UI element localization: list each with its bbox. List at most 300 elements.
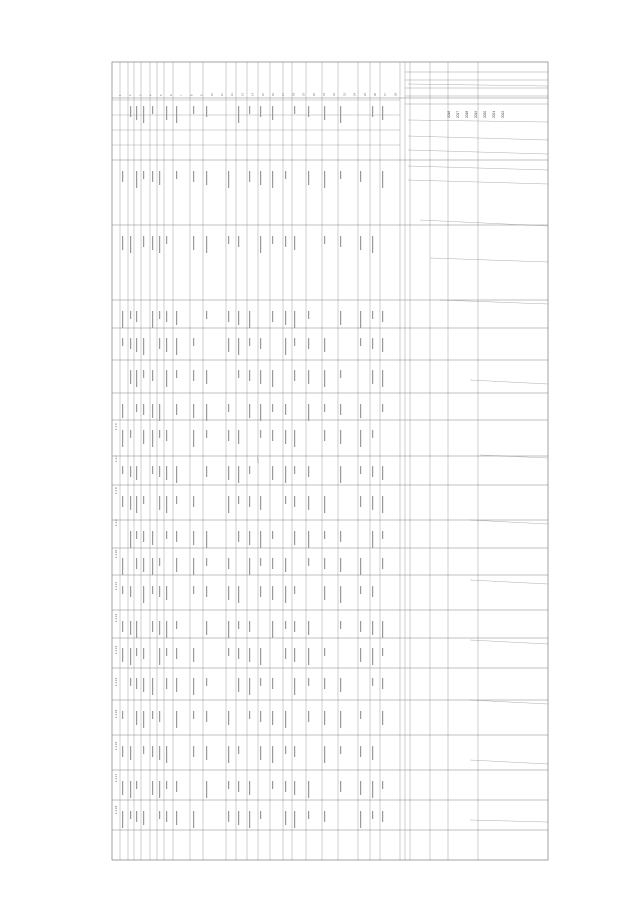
- cell-text-mark: [272, 106, 273, 120]
- cell-text-mark: [360, 311, 361, 328]
- cell-text-mark: [272, 621, 273, 638]
- cell-text-mark: [260, 746, 261, 760]
- cell-text-mark: [360, 558, 361, 575]
- year-header-label: 2016: [447, 110, 451, 118]
- cell-text-mark: [308, 711, 309, 722]
- cell-text-mark: [122, 236, 123, 250]
- cell-text-mark: [260, 404, 261, 421]
- cell-text-mark: [130, 586, 131, 597]
- cell-text-mark: [122, 171, 123, 182]
- column-index-label: 1: [119, 94, 122, 96]
- cell-text-mark: [249, 558, 250, 575]
- cell-text-mark: [130, 466, 131, 477]
- cell-text-mark: [130, 236, 131, 253]
- cell-text-mark: [294, 106, 295, 114]
- scan-streak: [430, 258, 548, 262]
- cell-text-mark: [206, 586, 207, 597]
- scan-streak: [470, 640, 548, 644]
- cell-text-mark: [272, 404, 273, 412]
- year-header-label: 2022: [501, 110, 505, 118]
- column-index-label: 13: [241, 93, 245, 96]
- cell-text-mark: [130, 781, 131, 798]
- cell-text-mark: [143, 711, 144, 728]
- cell-text-mark: [143, 106, 144, 123]
- cell-text-mark: [360, 811, 361, 828]
- cell-text-mark: [206, 466, 207, 477]
- cell-text-mark: [159, 558, 160, 566]
- cell-text-mark: [340, 106, 341, 123]
- cell-text-mark: [206, 171, 207, 185]
- cell-text-mark: [238, 311, 239, 325]
- cell-text-mark: [152, 236, 153, 250]
- cell-text-mark: [238, 466, 239, 483]
- cell-text-mark: [285, 404, 286, 415]
- cell-text-mark: [152, 171, 153, 182]
- cell-text-mark: [152, 558, 153, 575]
- cell-text-mark: [382, 404, 383, 412]
- cell-text-mark: [193, 430, 194, 447]
- cell-text-mark: [238, 370, 239, 378]
- cell-text-mark: [152, 586, 153, 594]
- cell-text-mark: [228, 746, 229, 763]
- cell-text-mark: [143, 236, 144, 247]
- column-index-label: 10: [210, 93, 214, 96]
- year-header-label: 2019: [474, 110, 478, 118]
- cell-text-mark: [340, 236, 341, 247]
- cell-text-mark: [238, 236, 239, 247]
- cell-text-mark: [136, 338, 137, 352]
- cell-text-mark: [294, 678, 295, 695]
- cell-text-mark: [324, 678, 325, 689]
- cell-text-mark: [176, 781, 177, 792]
- cell-text-mark: [324, 746, 325, 763]
- cell-text-mark: [152, 531, 153, 545]
- cell-text-mark: [143, 811, 144, 825]
- cell-text-mark: [159, 311, 160, 319]
- cell-text-mark: [136, 496, 137, 513]
- cell-text-mark: [122, 781, 123, 795]
- cell-text-mark: [193, 558, 194, 575]
- column-index-label: 8: [190, 94, 194, 96]
- cell-text-mark: [324, 811, 325, 822]
- cell-text-mark: [166, 466, 167, 480]
- cell-text-mark: [206, 311, 207, 319]
- cell-text-mark: [176, 338, 177, 355]
- cell-text-mark: [294, 586, 295, 594]
- cell-text-mark: [166, 746, 167, 763]
- cell-text-mark: [249, 106, 250, 114]
- cell-text-mark: [249, 531, 250, 545]
- cell-text-mark: [228, 781, 229, 789]
- cell-text-mark: [143, 531, 144, 542]
- cell-text-mark: [340, 404, 341, 415]
- cell-text-mark: [249, 496, 250, 507]
- cell-text-mark: [308, 621, 309, 635]
- cell-text-mark: [228, 558, 229, 569]
- cell-text-mark: [136, 558, 137, 569]
- cell-text-mark: [238, 746, 239, 754]
- cell-text-mark: [294, 781, 295, 795]
- cell-text-mark: [228, 430, 229, 441]
- cell-text-mark: [136, 781, 137, 789]
- cell-text-mark: [308, 106, 309, 117]
- column-index-label: 7: [180, 94, 184, 96]
- cell-text-mark: [382, 648, 383, 656]
- column-index-label: 28: [394, 93, 398, 96]
- cell-text-mark: [159, 466, 160, 477]
- cell-text-mark: [130, 648, 131, 665]
- cell-text-mark: [166, 370, 167, 387]
- cell-text-mark: [159, 496, 160, 510]
- cell-text-mark: [159, 338, 160, 349]
- cell-text-mark: [176, 370, 177, 378]
- cell-text-mark: [249, 466, 250, 474]
- cell-text-mark: [143, 171, 144, 179]
- column-index-label: 18: [292, 93, 296, 96]
- cell-text-mark: [176, 171, 177, 179]
- cell-text-mark: [249, 621, 250, 632]
- column-index-label: 3: [139, 94, 143, 96]
- cell-text-mark: [228, 311, 229, 322]
- cell-text-mark: [193, 586, 194, 594]
- cell-text-mark: [193, 338, 194, 346]
- cell-text-mark: [122, 746, 123, 757]
- cell-text-mark: [360, 404, 361, 418]
- cell-text-mark: [130, 338, 131, 349]
- cell-text-mark: [130, 746, 131, 760]
- cell-text-mark: [249, 648, 250, 662]
- cell-text-mark: [382, 106, 383, 120]
- cell-text-mark: [372, 781, 373, 798]
- cell-text-mark: [294, 621, 295, 632]
- cell-text-mark: [294, 311, 295, 328]
- cell-text-mark: [166, 678, 167, 689]
- cell-text-mark: [308, 781, 309, 798]
- cell-text-mark: [382, 496, 383, 513]
- cell-text-mark: [206, 404, 207, 421]
- scan-streak: [470, 380, 548, 384]
- cell-text-mark: [249, 404, 250, 418]
- cell-text-mark: [152, 106, 153, 114]
- cell-text-mark: [324, 430, 325, 441]
- cell-text-mark: [260, 430, 261, 438]
- cell-text-mark: [382, 711, 383, 725]
- cell-text-mark: [260, 338, 261, 349]
- cell-text-mark: [228, 648, 229, 656]
- cell-text-mark: [272, 586, 273, 600]
- cell-text-mark: [206, 746, 207, 760]
- cell-text-mark: [324, 236, 325, 244]
- column-index-label: 26: [374, 93, 377, 96]
- cell-text-mark: [143, 496, 144, 504]
- cell-text-mark: [360, 711, 361, 719]
- cell-text-mark: [372, 311, 373, 319]
- cell-text-mark: [166, 311, 167, 322]
- scan-streak: [470, 580, 548, 584]
- cell-text-mark: [360, 781, 361, 795]
- cell-text-mark: [136, 404, 137, 412]
- cell-text-mark: [372, 496, 373, 510]
- table-frame: [112, 62, 548, 860]
- cell-text-mark: [238, 781, 239, 792]
- cell-text-mark: [166, 781, 167, 789]
- cell-text-mark: [122, 466, 123, 474]
- cell-text-mark: [176, 621, 177, 629]
- cell-text-mark: [249, 171, 250, 182]
- cell-text-mark: [294, 466, 295, 474]
- cell-text-mark: [130, 811, 131, 819]
- cell-text-mark: [206, 781, 207, 798]
- column-index-label: 11: [221, 93, 224, 96]
- cell-text-mark: [249, 370, 250, 381]
- cell-text-mark: [372, 648, 373, 665]
- column-index-label: 5: [159, 94, 163, 96]
- cell-text-mark: [228, 586, 229, 600]
- cell-text-mark: [152, 781, 153, 795]
- cell-text-mark: [260, 370, 261, 384]
- cell-text-mark: [360, 236, 361, 250]
- column-index-label: 17: [282, 93, 286, 96]
- cell-text-mark: [260, 106, 261, 117]
- cell-text-mark: [136, 648, 137, 656]
- cell-text-mark: [285, 746, 286, 754]
- cell-text-mark: [285, 311, 286, 325]
- cell-text-mark: [228, 811, 229, 822]
- cell-text-mark: [238, 586, 239, 603]
- cell-text-mark: [272, 430, 273, 441]
- cell-text-mark: [340, 781, 341, 792]
- cell-text-mark: [324, 648, 325, 656]
- cell-text-mark: [260, 648, 261, 665]
- cell-text-mark: [285, 466, 286, 483]
- cell-text-mark: [228, 171, 229, 188]
- cell-text-mark: [206, 711, 207, 722]
- cell-text-mark: [176, 811, 177, 825]
- scan-streak: [470, 700, 548, 704]
- cell-text-mark: [238, 811, 239, 825]
- cell-text-mark: [260, 496, 261, 510]
- cell-text-mark: [294, 370, 295, 381]
- cell-text-mark: [382, 531, 383, 539]
- row-number-label: 1.1.6: [114, 423, 118, 430]
- cell-text-mark: [122, 621, 123, 632]
- cell-text-mark: [382, 678, 383, 689]
- cell-text-mark: [308, 404, 309, 421]
- cell-text-mark: [308, 811, 309, 819]
- cell-text-mark: [324, 558, 325, 569]
- cell-text-mark: [193, 531, 194, 545]
- cell-text-mark: [372, 430, 373, 438]
- cell-text-mark: [193, 404, 194, 418]
- column-index-label: 25: [363, 93, 367, 96]
- year-header-label: 2017: [456, 110, 460, 118]
- cell-text-mark: [249, 781, 250, 795]
- column-index-label: 23: [343, 93, 347, 96]
- row-number-label: 1.1.17: [114, 773, 118, 782]
- cell-text-mark: [152, 430, 153, 447]
- cell-text-mark: [159, 711, 160, 722]
- cell-text-mark: [152, 711, 153, 719]
- year-header-label: 2021: [492, 110, 496, 118]
- cell-text-mark: [122, 311, 123, 328]
- cell-text-mark: [193, 496, 194, 507]
- cell-text-mark: [340, 311, 341, 325]
- cell-text-mark: [360, 171, 361, 182]
- cell-text-mark: [382, 338, 383, 352]
- cell-text-mark: [206, 370, 207, 384]
- cell-text-mark: [308, 531, 309, 548]
- cell-text-mark: [166, 106, 167, 120]
- cell-text-mark: [159, 781, 160, 798]
- cell-text-mark: [193, 106, 194, 114]
- row-number-label: 1.1.14: [114, 677, 118, 686]
- cell-text-mark: [360, 746, 361, 757]
- cell-text-mark: [159, 171, 160, 185]
- cell-text-mark: [260, 811, 261, 819]
- cell-text-mark: [176, 311, 177, 325]
- scan-streak: [470, 760, 548, 764]
- cell-text-mark: [152, 678, 153, 695]
- row-number-label: 1.1.7: [114, 455, 118, 462]
- cell-text-mark: [249, 811, 250, 828]
- cell-text-mark: [228, 236, 229, 244]
- cell-text-mark: [136, 106, 137, 120]
- column-index-label: 21: [323, 93, 326, 96]
- cell-text-mark: [159, 404, 160, 421]
- cell-text-mark: [249, 338, 250, 346]
- cell-text-mark: [238, 531, 239, 542]
- cell-text-mark: [294, 811, 295, 828]
- cell-text-mark: [272, 236, 273, 244]
- cell-text-mark: [372, 236, 373, 253]
- cell-text-mark: [152, 746, 153, 757]
- cell-text-mark: [152, 466, 153, 474]
- cell-text-mark: [159, 648, 160, 665]
- cell-text-mark: [382, 621, 383, 638]
- cell-text-mark: [294, 496, 295, 507]
- cell-text-mark: [159, 746, 160, 760]
- cell-text-mark: [340, 466, 341, 483]
- cell-text-mark: [136, 621, 137, 638]
- cell-text-mark: [382, 311, 383, 322]
- cell-text-mark: [238, 621, 239, 629]
- cell-text-mark: [382, 811, 383, 822]
- cell-text-mark: [272, 558, 273, 569]
- scan-streak: [470, 820, 548, 822]
- cell-text-mark: [193, 811, 194, 828]
- cell-text-mark: [166, 430, 167, 441]
- row-number-label: 1.1.16: [114, 741, 118, 750]
- cell-text-mark: [285, 621, 286, 629]
- cell-text-mark: [249, 711, 250, 719]
- cell-text-mark: [238, 678, 239, 692]
- cell-text-mark: [360, 648, 361, 662]
- cell-text-mark: [159, 621, 160, 635]
- cell-text-mark: [308, 171, 309, 185]
- cell-text-mark: [340, 531, 341, 542]
- cell-text-mark: [166, 621, 167, 638]
- cell-text-mark: [143, 430, 144, 444]
- cell-text-mark: [136, 311, 137, 322]
- cell-text-mark: [285, 811, 286, 825]
- cell-text-mark: [193, 746, 194, 757]
- cell-text-mark: [260, 558, 261, 566]
- cell-text-mark: [260, 236, 261, 253]
- cell-text-mark: [285, 558, 286, 572]
- cell-text-mark: [176, 558, 177, 572]
- cell-text-mark: [159, 811, 160, 819]
- cell-text-mark: [152, 404, 153, 418]
- cell-text-mark: [360, 466, 361, 474]
- cell-text-mark: [122, 811, 123, 828]
- cell-text-mark: [285, 171, 286, 179]
- cell-text-mark: [285, 711, 286, 728]
- cell-text-mark: [130, 531, 131, 548]
- cell-text-mark: [143, 558, 144, 572]
- scan-streak: [440, 300, 548, 304]
- cell-text-mark: [308, 311, 309, 319]
- cell-text-mark: [130, 370, 131, 384]
- cell-text-mark: [143, 370, 144, 378]
- cell-text-mark: [228, 711, 229, 725]
- column-index-label: 27: [384, 93, 388, 96]
- cell-text-mark: [308, 558, 309, 566]
- column-index-label: 4: [149, 94, 153, 96]
- cell-text-mark: [176, 678, 177, 692]
- row-number-label: 1.1.8: [114, 487, 118, 494]
- cell-text-mark: [176, 466, 177, 483]
- cell-text-mark: [122, 496, 123, 507]
- row-number-label: 1.1.13: [114, 645, 118, 654]
- cell-text-mark: [382, 781, 383, 789]
- cell-text-mark: [324, 106, 325, 120]
- cell-text-mark: [272, 711, 273, 725]
- cell-text-mark: [272, 781, 273, 789]
- cell-text-mark: [285, 430, 286, 444]
- cell-text-mark: [136, 370, 137, 387]
- cell-text-mark: [372, 106, 373, 117]
- year-header-label: 2020: [483, 110, 487, 118]
- cell-text-mark: [340, 621, 341, 629]
- cell-text-mark: [193, 678, 194, 695]
- cell-text-mark: [136, 531, 137, 539]
- column-index-label: 9: [200, 94, 204, 96]
- cell-text-mark: [166, 236, 167, 244]
- cell-text-mark: [122, 648, 123, 662]
- cell-text-mark: [206, 558, 207, 566]
- cell-text-mark: [382, 171, 383, 188]
- row-number-label: 1.1.11: [114, 581, 118, 590]
- cell-text-mark: [340, 746, 341, 754]
- cell-text-mark: [206, 678, 207, 686]
- cell-text-mark: [249, 311, 250, 328]
- cell-text-mark: [166, 531, 167, 539]
- cell-text-mark: [382, 558, 383, 569]
- cell-text-mark: [382, 370, 383, 387]
- cell-text-mark: [340, 586, 341, 603]
- cell-text-mark: [159, 586, 160, 597]
- cell-text-mark: [285, 781, 286, 792]
- cell-text-mark: [272, 531, 273, 539]
- cell-text-mark: [308, 466, 309, 477]
- cell-text-mark: [136, 711, 137, 725]
- cell-text-mark: [176, 648, 177, 659]
- cell-text-mark: [159, 236, 160, 253]
- cell-text-mark: [166, 586, 167, 600]
- cell-text-mark: [294, 338, 295, 346]
- cell-text-mark: [130, 311, 131, 319]
- cell-text-mark: [340, 558, 341, 572]
